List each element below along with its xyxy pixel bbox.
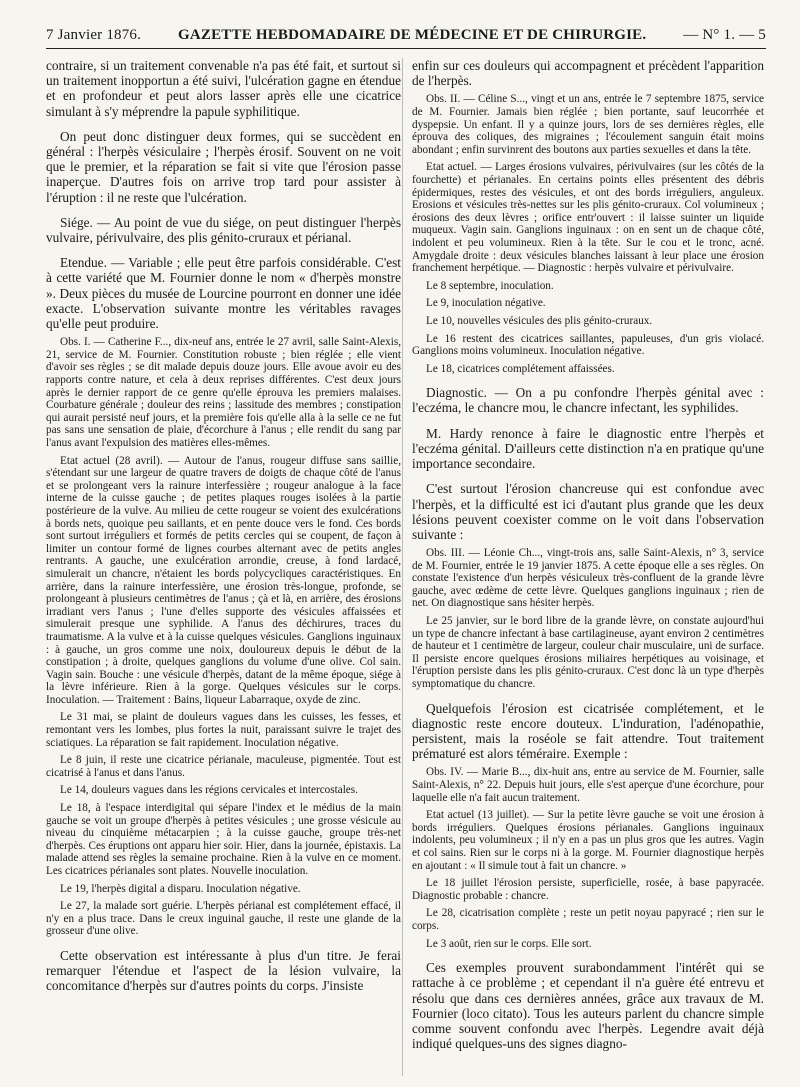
left-column: [46, 58, 401, 1076]
journal-title: GAZETTE HEBDOMADAIRE DE MÉDECINE ET DE CHIRURGIE.: [177, 27, 647, 43]
paragraph: C'est surtout l'érosion chancreuse qui est confondue avec l'herpès, et la difficulté est ici d'autant plus grande que les deux lésions peuvent coexister comme on le voit dans l'observation suivante :: [412, 481, 764, 542]
paragraph: Le 3 août, rien sur le corps. Elle sort.: [426, 937, 592, 950]
paragraph: Obs. I. — Catherine F..., dix-neuf ans, entrée le 27 avril, salle Saint-Alexis, 21, service de M. Fournier. Constitution robuste ; bien réglée ; elle vient d'avoir ses règles ; se dit malade depuis douze jours. Elle avoue avoir eu des rapports contre nature, et cela à deux reprises différentes. C'est deux jours après le dernier rapport de ce genre qu'elle éprouva les premiers malaises. Courbature générale ; douleur des reins ; lassitude des membres ; constipation qui aurait persisté neuf jours, et la première fois qu'elle alla à la selle ce ne fut pas sans une sensation de plaie, d'écorchure à l'anus ; elle rendit du sang par l'anus avant l'expulsion des matières elles-mêmes.: [46, 336, 401, 449]
paragraph: Le 18, à l'espace interdigital qui sépare l'index et le médius de la main gauche se voit un groupe d'herpès à petites vésicules ; une grosse vésicule au niveau du cinquième métacarpien ; à la cuisse gauche, groupe très-net d'herpès. Ces éruptions ont apparu hier soir. Hier, dans la journée, épistaxis. La malade attend ses règles la semaine prochaine. Rien à la vulve en ce moment. Les cicatrices périanales sont plates. Nouvelle inoculation.: [46, 802, 401, 877]
paragraph: Le 8 septembre, inoculation.: [426, 279, 554, 292]
paragraph: contraire, si un traitement convenable n'a pas été fait, et surtout si un traitement inopportun a été suivi, l'ulcération gagne en étendue et en profondeur et peut alors lasser après elle une cicatrice simulant à s'y méprendre la papule syphilitique.: [46, 58, 401, 119]
paragraph-gap: [412, 471, 764, 481]
paragraph: Etendue. — Variable ; elle peut être parfois considérable. C'est à cette variété que M. Fournier donne le nom « d'herpès monstre ». Deux pièces du musée de Lourcine pourront en donner une idée exacte. L'observation suivante montre les véritables ravages qu'elle peut produire.: [46, 255, 401, 332]
paragraph-gap: [46, 205, 401, 215]
paragraph: Le 19, l'herpès digital a disparu. Inoculation négative.: [60, 882, 301, 895]
paragraph: Quelquefois l'érosion est cicatrisée complétement, et le diagnostic reste encore douteux. L'induration, l'adénopathie, persistent, mais la roséole se fait attendre. Tout traitement prématuré est alors téméraire. Exemple :: [412, 700, 764, 762]
paragraph: Obs. III. — Léonie Ch..., vingt-trois ans, salle Saint-Alexis, n° 3, service de M. Fournier, entrée le 19 janvier 1875. A cette époque elle a ses règles. On constate l'existence d'un herpès vésiculeux très-confluent de la grande lèvre gauche, avec œdème de cette lèvre. Quelques ganglions inguinaux ; rien de net. On diagnostique sans hésiter herpès.: [412, 547, 764, 610]
paragraph: Obs. II. — Céline S..., vingt et un ans, entrée le 7 septembre 1875, service de M. Fournier. Jamais bien réglée ; bien portante, sauf leucorrhée et dyspepsie. Un enfant. Il y a quinze jours, lors de ses dernières règles, elle éprouva des coliques, des migraines ; l'écoulement sanguin était moins abondant ; enfin survinrent des boutons aux parties sexuelles et dans la tête.: [412, 93, 764, 156]
paragraph-gap: [46, 119, 401, 129]
paragraph: M. Hardy renonce à faire le diagnostic entre l'herpès et l'eczéma génital. D'ailleurs cette distinction n'a en pratique qu'une importance secondaire.: [412, 425, 764, 472]
right-column: [412, 58, 764, 1076]
paragraph: Diagnostic. — On a pu confondre l'herpès génital avec : l'eczéma, le chancre mou, le chancre infectant, les syphilides.: [412, 385, 764, 416]
paragraph: Cette observation est intéressante à plus d'un titre. Je ferai remarquer l'étendue et l'aspect de la lésion vulvaire, la concomitance d'herpès sur d'autres points du corps. J'insiste: [46, 947, 401, 994]
paragraph-gap: [412, 416, 764, 426]
issue-number: — N° 1. — 5: [683, 27, 766, 43]
paragraph: Siége. — Au point de vue du siége, on peut distinguer l'herpès vulvaire, périvulvaire, des plis génito-cruraux et périanal.: [46, 214, 401, 246]
paragraph: Etat actuel (28 avril). — Autour de l'anus, rougeur diffuse sans saillie, s'étendant sur une largeur de quatre travers de doigts de chaque côté de l'anus et se prolongeant vers la rainure interfessière ; rougeur analogue à la face interne de la cuisse gauche ; de petites plaques rouges isolées à la partie postérieure de la vulve. Au milieu de cette rougeur se voient des exulcérations à bords nets, quoique peu saillants, et en pente douce vers le fond. Ces bords sont surtout irréguliers et formés de petits cercles qui se coupent, de façon à limiter un contour formé de lignes courbes alternant avec de petits angles rentrants. A gauche, une exulcération arrondie, creuse, à fond lardacé, simulerait un chancre, n'étaient les bords polycycliques caractéristiques. En arrière, dans la rainure interfessière, une érosion très-longue, profonde, se prolongeant à plusieurs centimètres de l'anus ; çà et là, en arrière, des érosions irradiant vers l'anus ; l'une d'elles supporte des vésicules affaissées et simulerait presque une syphilide. A l'anus des déchirures, traces du traumatisme. A la vulve et à la cuisse quelques vésicules. Ganglions inguinaux : à gauche, un gros comme une noix, douloureux depuis le début de la constipation ; à droite, quelques ganglions du volume d'une olive. Col sain. Vagin sain. Bouche : une vésicule d'herpès, datant de la même époque, siége à la lèvre inférieure. Rien à la gorge. Quelques vésicules sur le corps. Inoculation. — Traitement : Bains, liqueur Labarraque, oxyde de zinc.: [46, 454, 401, 706]
header-rule: [46, 48, 766, 49]
paragraph-gap: [412, 950, 764, 960]
column-divider: [402, 58, 403, 1076]
paragraph-gap: [412, 375, 764, 385]
paragraph-gap: [412, 691, 764, 701]
paragraph: Etat actuel (13 juillet). — Sur la petite lèvre gauche se voit une érosion à bords irréguliers. Quelques érosions périanales. Ganglions inguinaux indolents, peu volumineux ; il n'y en a pas un plus gros que les autres. Vagin et col sains. Rien sur le corps ni à la gorge. M. Fournier diagnostique herpès en ajoutant : « Il simule tout à fait un chancre. »: [412, 809, 764, 872]
paragraph: Le 14, douleurs vagues dans les régions cervicales et intercostales.: [60, 784, 358, 797]
page-header: [46, 20, 766, 44]
paragraph: Le 18 juillet l'érosion persiste, superficielle, rosée, à base papyracée. Diagnostic probable : chancre.: [412, 877, 764, 902]
paragraph: Etat actuel. — Larges érosions vulvaires, périvulvaires (sur les côtés de la fourchette) et périanales. En certains points elles présentent des débris épidermiques, restes des vésicules, et ont des bords irréguliers, anguleux. Erosions et vésicules très-nettes sur les plis génito-cruraux. Col volumineux ; érosions des deux lèvres ; orifice entr'ouvert : il laisse suinter un liquide muqueux. Vagin sain. Ganglions inguinaux : on en sent un de chaque côté, indolent et peu volumineux. Rien à la tête. Sur le cou et le tronc, acné. Amygdale droite : deux vésicules blanches laissant à leur place une érosion franchement herpétique. — Diagnostic : herpès vulvaire et périvulvaire.: [412, 161, 764, 275]
paragraph: Ces exemples prouvent surabondamment l'intérêt qui se rattache à ce problème ; et cependant il n'a guère été entrevu et résolu que dans ces dernières années, grâce aux travaux de M. Fournier (loco citato). Tous les auteurs parlent du chancre simple comme souvent confondu avec l'herpès. Legendre avait déjà indiqué quelques-uns des signes diagno-: [412, 960, 764, 1052]
paragraph: Le 18, cicatrices complétement affaissées.: [426, 362, 615, 375]
paragraph-gap: [46, 245, 401, 255]
header-date: 7 Janvier 1876.: [46, 27, 142, 43]
paragraph: Le 16 restent des cicatrices saillantes, papuleuses, d'un gris violacé. Ganglions moins volumineux. Inoculation négative.: [412, 332, 764, 358]
paragraph: Le 28, cicatrisation complète ; reste un petit noyau papyracé ; rien sur le corps.: [412, 907, 764, 932]
paragraph: Le 25 janvier, sur le bord libre de la grande lèvre, on constate aujourd'hui un type de chancre infectant à base cartilagineuse, ayant environ 2 centimètres de hauteur et 1 centimètre de largeur, couleur chair musculaire, uni de surface. Il persiste encore quelques érosions miliaires herpétiques au voisinage, et l'éruption persiste dans les plis génito-cruraux. C'est donc là un type d'herpès symptomatique du chancre.: [412, 615, 764, 691]
paragraph: Obs. IV. — Marie B..., dix-huit ans, entre au service de M. Fournier, salle Saint-Alexis, n° 22. Depuis huit jours, elle s'est aperçue d'une écorchure, pour laquelle elle n'a fait aucun traitement.: [412, 766, 764, 804]
paragraph-gap: [46, 938, 401, 948]
paragraph: Le 9, inoculation négative.: [426, 297, 546, 310]
paragraph: Le 10, nouvelles vésicules des plis génito-cruraux.: [426, 314, 653, 327]
paragraph: On peut donc distinguer deux formes, qui se succèdent en général : l'herpès vésiculaire ; l'herpès érosif. Souvent on ne voit que le premier, et la réparation se fait si vite que l'érosion passe inaperçue. D'autres fois on arrive trop tard pour assister à l'éruption : il ne reste que l'ulcération.: [46, 128, 401, 205]
paragraph: Le 31 mai, se plaint de douleurs vagues dans les cuisses, les fesses, et remontant vers les lombes, plus fortes la nuit, paraissant suivre le trajet des sciatiques. La réparation se fait rapidement. Inoculation négative.: [46, 711, 401, 749]
paragraph: enfin sur ces douleurs qui accompagnent et précèdent l'apparition de l'herpès.: [412, 58, 764, 89]
paragraph: Le 8 juin, il reste une cicatrice périanale, maculeuse, pigmentée. Tout est cicatrisé à l'anus et dans l'anus.: [46, 754, 401, 779]
paragraph: Le 27, la malade sort guérie. L'herpès périanal est complétement effacé, il n'y en a plus trace. Dans le creux inguinal gauche, il reste une glande de la grosseur d'une olive.: [46, 900, 401, 938]
